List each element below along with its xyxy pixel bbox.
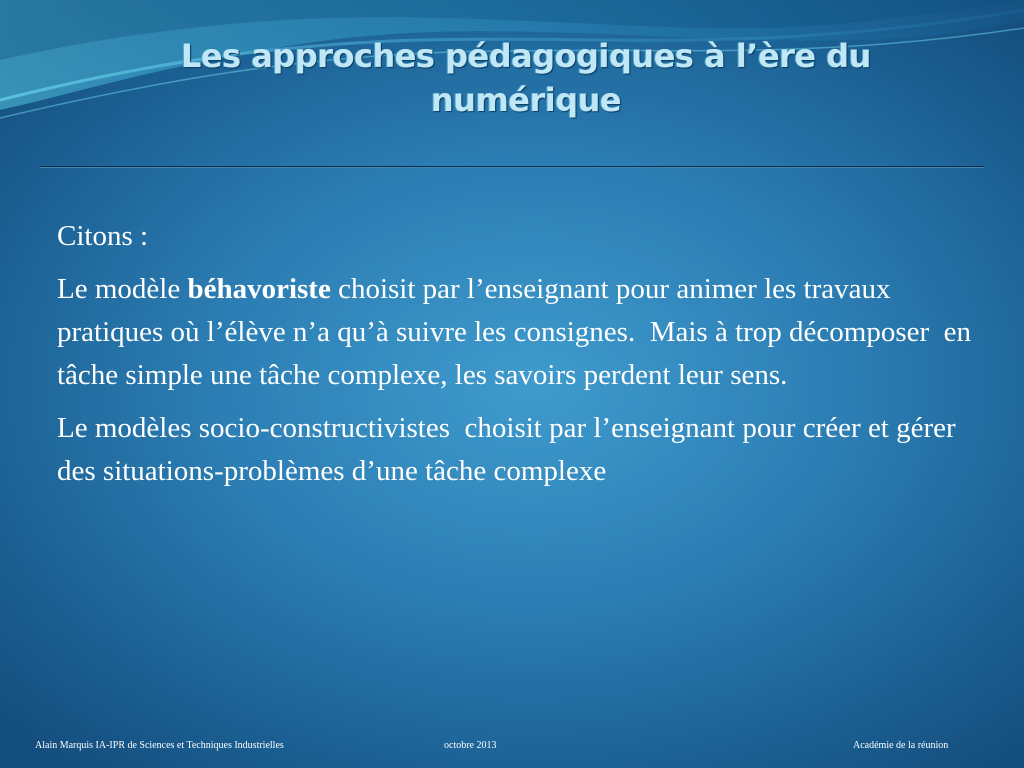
slide-body — [57, 215, 977, 503]
slide-footer — [0, 740, 1024, 758]
behaviorist-keyword: béhavoriste — [187, 273, 331, 305]
footer-date: octobre 2013 — [444, 740, 497, 751]
socio-constructivist-paragraph: Le modèles socio-constructivistes choisit par l’enseignant pour créer et gérer des situations-problèmes d’une tâche complexe — [57, 412, 963, 487]
footer-author: Alain Marquis IA-IPR de Sciences et Techniques Industrielles — [35, 740, 284, 751]
intro-paragraph: Citons : — [57, 220, 149, 252]
behaviorist-paragraph — [57, 268, 977, 397]
footer-organization: Académie de la réunion — [853, 740, 949, 751]
behaviorist-lead: Le modèle — [57, 273, 188, 305]
behaviorist-rest: choisit par l’enseignant pour animer les travaux pratiques où l’élève n’a qu’à suivre les consignes. Mais à trop décomposer en tâche simple une tâche complexe, les savoirs perdent leur sens. — [57, 273, 979, 391]
title-divider — [40, 166, 984, 168]
slide-title: Les approches pédagogiques à l’ère du numérique — [181, 37, 871, 119]
